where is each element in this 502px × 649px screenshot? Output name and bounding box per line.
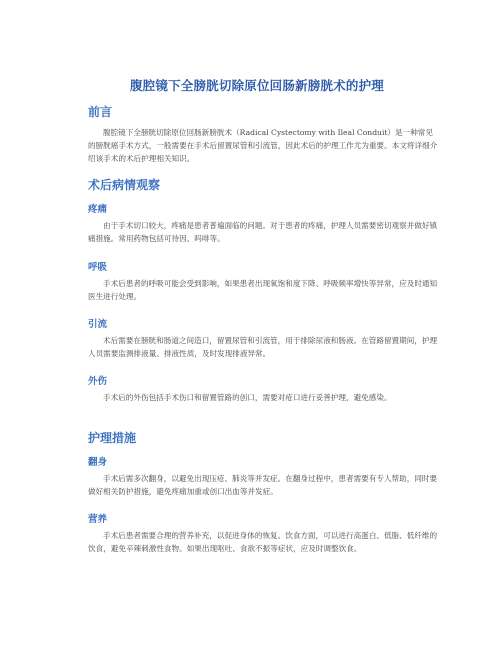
subheading-wound: 外伤 — [88, 376, 108, 387]
document-title: 腹腔镜下全膀胱切除原位回肠新膀胱术的护理 — [129, 78, 384, 93]
subheading-turning: 翻身 — [88, 457, 108, 468]
wound-paragraph: 手术后的外伤包括手术伤口和留置管路的创口，需要对疮口进行妥善护理，避免感染。 — [103, 393, 392, 402]
turning-paragraph: 手术后需多次翻身，以避免出现压疮、肺炎等并发症。在翻身过程中，患者需要有专人帮助，同时要做好相关防护措施，避免疼痛加重或创口出血等并发症。 — [88, 474, 438, 496]
section-heading-measures: 护理措施 — [88, 431, 137, 445]
intro-paragraph: 腹腔镜下全膀胱切除原位回肠新膀胱术（Radical Cystectomy with Ileal Conduit）是一种常见的膀胱癌手术方式，一般需要在手术后留置尿管和引流管，因此术后的护理工作尤为重要。本文将详细介绍该手术的术后护理相关知识。 — [88, 128, 438, 163]
nutrition-paragraph: 手术后患者需要合理的营养补充，以促进身体的恢复。饮食方面，可以进行高蛋白、低脂、低纤维的饮食，避免辛辣刺激性食物。如果出现呕吐、食欲不振等症状，应及时调整饮食。 — [88, 531, 438, 553]
section-heading-observation: 术后病情观察 — [88, 178, 161, 192]
drainage-paragraph: 术后需要在膀胱和肠道之间造口，留置尿管和引流管，用于排除尿液和肠液。在管路留置期间，护理人员需要监测排液量、排液性质，及时发现排液异常。 — [88, 336, 438, 358]
subheading-nutrition: 营养 — [88, 514, 108, 525]
breathing-paragraph: 手术后患者的呼吸可能会受到影响，如果患者出现氧饱和度下降、呼吸频率增快等异常，应及时通知医生进行处理。 — [88, 279, 438, 301]
subheading-pain: 疼痛 — [88, 204, 108, 215]
pain-paragraph: 由于手术切口较大，疼痛是患者普遍面临的问题。对于患者的疼痛，护理人员需要密切观察并做好镇痛措施。常用药物包括可待因、吗啡等。 — [88, 221, 438, 243]
section-heading-intro: 前言 — [88, 105, 113, 119]
subheading-breathing: 呼吸 — [88, 262, 108, 273]
subheading-drainage: 引流 — [88, 319, 108, 330]
